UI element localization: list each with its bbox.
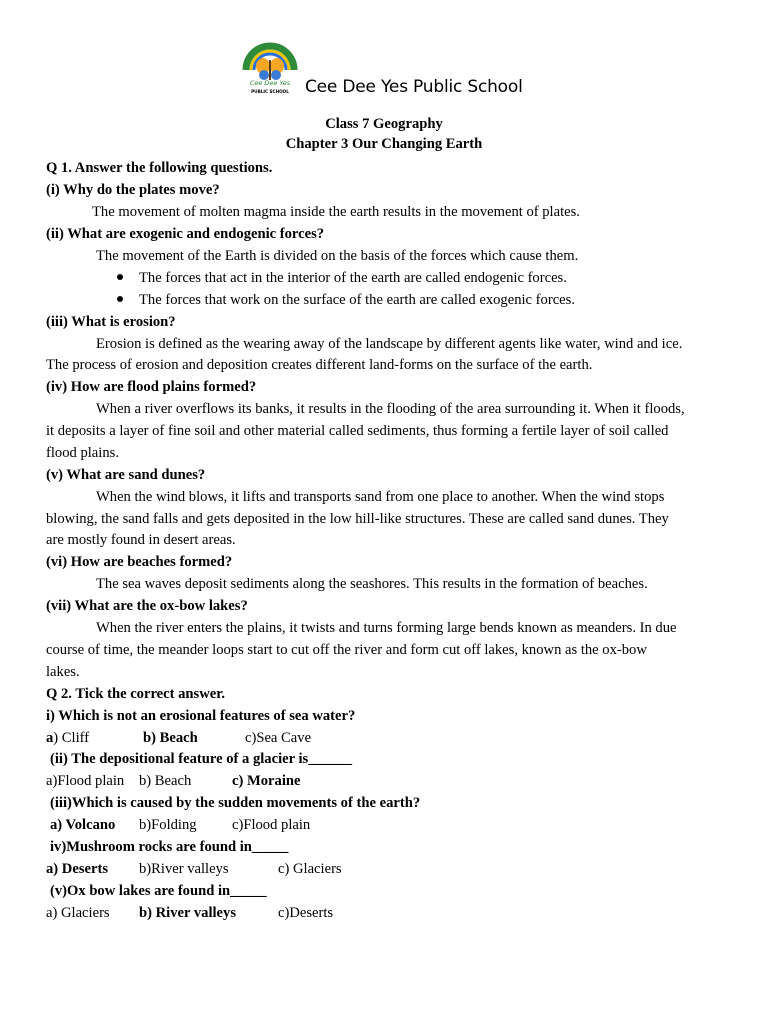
mcq-question: i) Which is not an erosional features of sea water?	[46, 708, 356, 724]
bullet-icon	[117, 274, 123, 280]
question-label: (vii) What are the ox-bow lakes?	[46, 598, 248, 614]
mcq-option-c: c)Flood plain	[232, 817, 311, 833]
mcq-question: iv)Mushroom rocks are found in_____	[50, 839, 289, 855]
answer-line: When a river overflows its banks, it results in the flooding of the area surrounding it. When it floods,	[96, 401, 685, 417]
answer-line: The movement of molten magma inside the earth results in the movement of plates.	[92, 204, 580, 220]
answer-line: When the wind blows, it lifts and transports sand from one place to another. When the wind stops	[96, 489, 665, 505]
answer-line: The movement of the Earth is divided on the basis of the forces which cause them.	[96, 248, 579, 264]
logo-subtext: PUBLIC SCHOOL	[251, 89, 289, 94]
question-label: (iii) What is erosion?	[46, 314, 176, 330]
mcq-option-c: c)Deserts	[278, 905, 334, 921]
mcq-option-b: b) River valleys	[139, 905, 237, 921]
mcq-option-a: a)Flood plain	[46, 773, 125, 789]
question-label: (i) Why do the plates move?	[46, 182, 220, 198]
q1-heading: Q 1. Answer the following questions.	[46, 160, 273, 176]
mcq-option-c: c)Sea Cave	[245, 730, 312, 746]
mcq-question: (iii)Which is caused by the sudden movements of the earth?	[50, 795, 421, 811]
question-label: (vi) How are beaches formed?	[46, 554, 233, 570]
chapter-title: Chapter 3 Our Changing Earth	[285, 136, 483, 152]
answer-line: Erosion is defined as the wearing away of the landscape by different agents like water, wind and ice.	[96, 336, 683, 352]
answer-line: The sea waves deposit sediments along the seashores. This results in the formation of beaches.	[96, 576, 648, 592]
mcq-option-c: c) Moraine	[232, 773, 301, 789]
mcq-option-a: a) Glaciers	[46, 905, 110, 921]
mcq-question: (v)Ox bow lakes are found in_____	[50, 883, 267, 899]
bullet-icon	[117, 296, 123, 302]
school-logo-icon	[240, 36, 300, 98]
bullet-item: The forces that act in the interior of the earth are called endogenic forces.	[139, 270, 567, 286]
logo-text: Cee Dee Yes	[249, 79, 291, 87]
mcq-option-b: b)Folding	[139, 817, 197, 833]
question-label: (ii) What are exogenic and endogenic forces?	[46, 226, 325, 242]
mcq-option-a: a) Volcano	[50, 817, 116, 833]
mcq-option-a: a) Deserts	[46, 861, 108, 877]
question-label: (iv) How are flood plains formed?	[46, 379, 257, 395]
bullet-item: The forces that work on the surface of the earth are called exogenic forces.	[139, 292, 575, 308]
answer-line: blowing, the sand falls and gets deposited in the low hill-like structures. These are called sand dunes. They	[46, 511, 669, 527]
mcq-question: (ii) The depositional feature of a glacier is______	[50, 751, 352, 767]
mcq-option-b: b) Beach	[139, 773, 192, 789]
answer-line: When the river enters the plains, it twists and turns forming large bends known as meanders. In due	[96, 620, 677, 636]
class-title: Class 7 Geography	[325, 116, 443, 132]
mcq-option-a: a) Cliff	[46, 730, 90, 746]
answer-line: lakes.	[46, 664, 80, 680]
q2-heading: Q 2. Tick the correct answer.	[46, 686, 226, 702]
answer-line: The process of erosion and deposition creates different land-forms on the surface of the earth.	[46, 357, 593, 373]
question-label: (v) What are sand dunes?	[46, 467, 206, 483]
answer-line: are mostly found in desert areas.	[46, 532, 236, 548]
answer-line: it deposits a layer of fine soil and other material called sediments, thus forming a fertile layer of soil called	[46, 423, 669, 439]
answer-line: flood plains.	[46, 445, 119, 461]
mcq-option-b: b)River valleys	[139, 861, 229, 877]
mcq-option-b: b) Beach	[143, 730, 198, 746]
school-name: Cee Dee Yes Public School	[305, 77, 523, 97]
answer-line: course of time, the meander loops start to cut off the river and form cut off lakes, known as the ox-bow	[46, 642, 647, 658]
mcq-option-c: c) Glaciers	[278, 861, 342, 877]
